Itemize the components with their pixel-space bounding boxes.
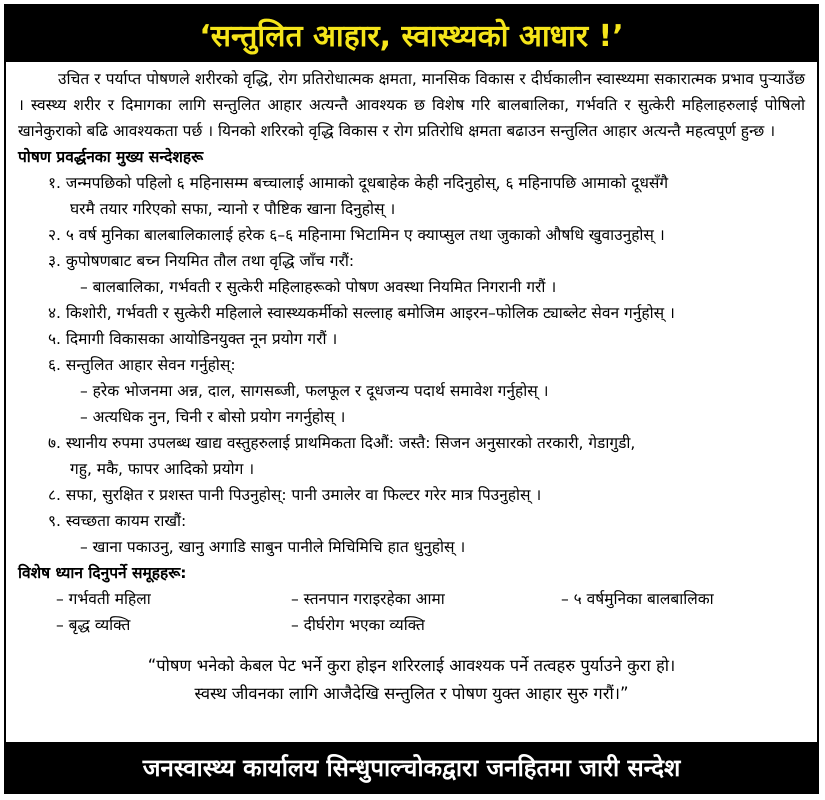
closing-quote	[18, 652, 805, 708]
messages-heading: पोषण प्रवर्द्धनका मुख्य सन्देशहरू	[18, 148, 204, 166]
group-item: – दीर्घरोग भएका व्यक्ति	[291, 616, 425, 634]
notice-body	[18, 66, 805, 708]
group-item: – गर्भवती महिला	[56, 590, 151, 608]
message-item	[48, 430, 805, 482]
quote-line-1: “पोषण भनेको केबल पेट भर्ने कुरा होइन शरिरलाई आवश्यक पर्ने तत्वहरु पुर्याउने कुरा हो।	[147, 656, 676, 675]
message-9-sub-1: – खाना पकाउनु, खानु अगाडि साबुन पानीले मिचिमिचि हात धुनुहोस् ।	[80, 538, 466, 556]
message-item	[48, 170, 805, 222]
health-notice	[4, 4, 819, 794]
message-6: ६. सन्तुलित आहार सेवन गर्नुहोस्:	[48, 356, 236, 374]
message-1-line-2: घरमै तयार गरिएको सफा, न्यानो र पौष्टिक खाना दिनुहोस् ।	[70, 200, 396, 218]
message-7-line-1: ७. स्थानीय रुपमा उपलब्ध खाद्य वस्तुहरुलाई प्राथमिकता दिऔं: जस्तै: सिजन अनुसारको तरकारी, गेडागुडी,	[48, 434, 636, 452]
groups-heading: विशेष ध्यान दिनुपर्ने समूहहरू:	[18, 564, 187, 582]
message-2: २. ५ वर्ष मुनिका बालबालिकालाई हरेक ६–६ महिनामा भिटामिन ए क्याप्सुल तथा जुकाको औषधि खुवाउनुहोस् ।	[48, 226, 665, 244]
group-item: – ५ वर्षमुनिका बालबालिका	[561, 590, 714, 608]
footer-banner	[6, 742, 817, 792]
message-6-sub-2: – अत्यधिक नुन, चिनी र बोसो प्रयोग नगर्नुहोस् ।	[80, 408, 346, 426]
message-9: ९. स्वच्छता कायम राखौं:	[48, 512, 187, 530]
message-6-sub-1: – हरेक भोजनमा अन्न, दाल, सागसब्जी, फलफूल र दूधजन्य पदार्थ समावेश गर्नुहोस् ।	[80, 382, 549, 400]
intro-paragraph: उचित र पर्याप्त पोषणले शरीरको वृद्धि, रोग प्रतिरोधात्मक क्षमता, मानसिक विकास र दीर्घकालीन स्वास्थ्यमा सकारात्मक प्रभाव पुऱ्याउँछ । स्वस्थ्य शरीर र दिमागका लागि सन्तुलित आहार अत्यन्तै आवश्यक छ विशेष गरि बालबालिका, गर्भवति र सुत्केरी महिलाहरुलाई पोषिलो खानेकुराको बढि आवश्यकता पर्छ । यिनको शरिरको वृद्धि विकास र रोग प्रतिरोधि क्षमता बढाउन सन्तुलित आहार अत्यन्तै महत्वपूर्ण हुन्छ ।	[18, 70, 805, 140]
message-3: ३. कुपोषणबाट बच्न नियमित तौल तथा वृद्धि जाँच गरौं:	[48, 252, 355, 270]
message-3-sub-1: – बालबालिका, गर्भवती र सुत्केरी महिलाहरूको पोषण अवस्था नियमित निगरानी गरौं ।	[80, 278, 557, 296]
issuer-footer: जनस्वास्थ्य कार्यालय सिन्धुपाल्चोकद्वारा जनहितमा जारी सन्देश	[142, 753, 681, 782]
message-4: ४. किशोरी, गर्भवती र सुत्केरी महिलाले स्वास्थ्यकर्मीको सल्लाह बमोजिम आइरन–फोलिक ट्याब्लेट सेवन गर्नुहोस् ।	[48, 304, 675, 322]
group-item: – बृद्ध व्यक्ति	[56, 616, 131, 634]
message-8: ८. सफा, सुरक्षित र प्रशस्त पानी पिउनुहोस्: पानी उमालेर वा फिल्टर गरेर मात्र पिउनुहोस् ।	[48, 486, 542, 504]
group-item: – स्तनपान गराइरहेका आमा	[291, 590, 445, 608]
quote-line-2: स्वस्थ जीवनका लागि आजैदेखि सन्तुलित र पोषण युक्त आहार सुरु गरौं।”	[194, 684, 629, 703]
message-7-line-2: गहु, मकै, फापर आदिको प्रयोग ।	[70, 460, 255, 478]
page-title: ‘सन्तुलित आहार, स्वास्थ्यको आधार !’	[199, 18, 624, 54]
message-1-line-1: १. जन्मपछिको पहिलो ६ महिनासम्म बच्चालाई आमाको दूधबाहेक केही नदिनुहोस्, ६ महिनापछि आमाको दूधसँगै	[48, 174, 669, 192]
header-banner	[6, 6, 817, 62]
priority-groups	[56, 586, 805, 638]
message-5: ५. दिमागी विकासका आयोडिनयुक्त नून प्रयोग गरौं ।	[48, 330, 338, 348]
